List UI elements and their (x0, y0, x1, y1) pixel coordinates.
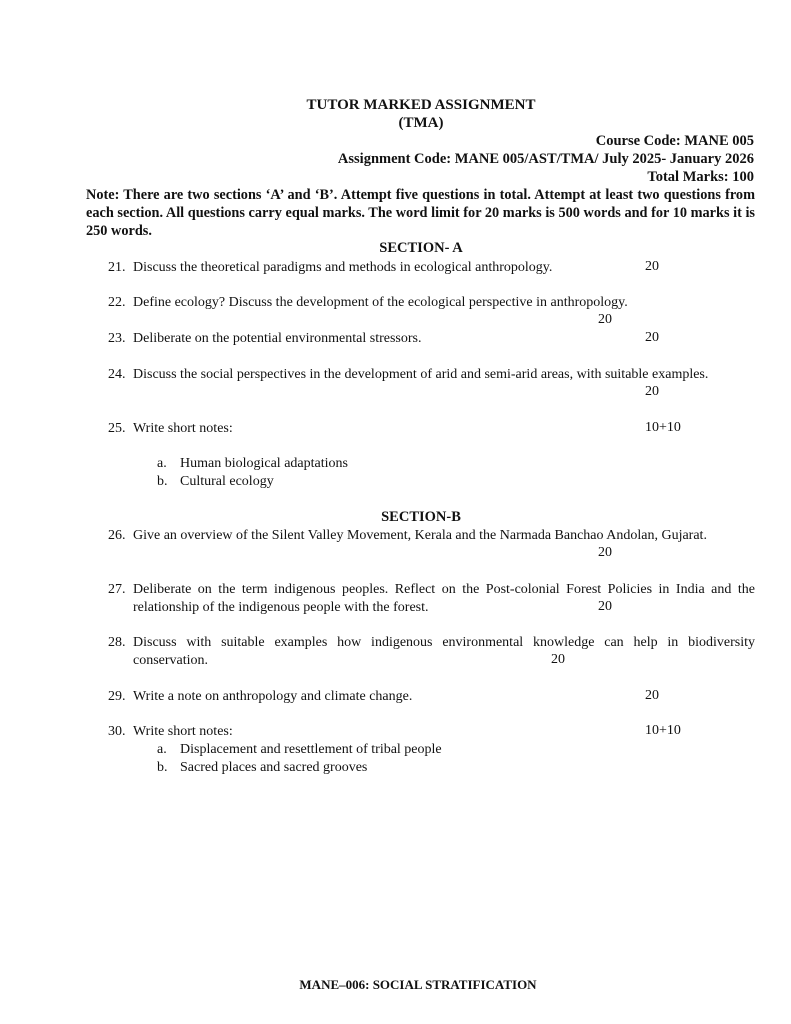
question-text: Discuss the theoretical paradigms and methods in ecological anthropology. (133, 260, 553, 275)
question-28 (108, 634, 755, 670)
question-number: 30. (108, 724, 126, 739)
section-b-heading: SECTION-B (381, 509, 461, 525)
assignment-title: TUTOR MARKED ASSIGNMENT (306, 97, 536, 113)
question-marks: 10+10 (645, 723, 681, 738)
question-marks: 20 (645, 384, 659, 399)
sub-item-text: Sacred places and sacred grooves (180, 760, 368, 775)
question-number: 21. (108, 260, 126, 275)
instructions-note: Note: There are two sections ‘A’ and ‘B’. Attempt five questions in total. Attempt at least two questions from each section. All questions carry equal marks. The word limit for 20 marks is 500 words and for 10 marks it is 250 words. (86, 187, 755, 239)
question-marks: 20 (645, 259, 659, 274)
sub-item-letter: a. (157, 742, 167, 757)
sub-item-text: Cultural ecology (180, 474, 274, 489)
next-course-heading: MANE–006: SOCIAL STRATIFICATION (299, 977, 537, 992)
section-a-heading: SECTION- A (379, 240, 463, 256)
question-marks: 20 (598, 545, 612, 560)
question-marks: 20 (645, 688, 659, 703)
question-number: 26. (108, 528, 126, 543)
question-marks: 20 (598, 312, 612, 327)
question-26 (108, 527, 755, 545)
question-24 (108, 366, 755, 384)
sub-item-letter: a. (157, 456, 167, 471)
course-code: Course Code: MANE 005 (595, 133, 754, 149)
sub-item-letter: b. (157, 760, 168, 775)
question-marks: 20 (551, 652, 565, 667)
question-text: Write a note on anthropology and climate change. (133, 689, 413, 704)
question-text: Define ecology? Discuss the development of the ecological perspective in anthropology. (133, 295, 628, 310)
question-text: Write short notes: (133, 421, 233, 436)
question-number: 27. (108, 582, 126, 597)
question-text: Deliberate on the term indigenous peoples. Reflect on the Post-colonial Forest Policies in India and the relationship of the indigenous people with the forest. (133, 582, 755, 615)
question-number: 29. (108, 689, 126, 704)
question-text: Discuss the social perspectives in the development of arid and semi-arid areas, with suitable examples. (133, 367, 709, 382)
question-text: Deliberate on the potential environmental stressors. (133, 331, 422, 346)
question-text: Give an overview of the Silent Valley Movement, Kerala and the Narmada Banchao Andolan, Gujarat. (133, 528, 707, 543)
sub-item-letter: b. (157, 474, 168, 489)
question-number: 25. (108, 421, 126, 436)
question-number: 28. (108, 635, 126, 650)
question-number: 24. (108, 367, 126, 382)
question-text: Write short notes: (133, 724, 233, 739)
assignment-subtitle: (TMA) (398, 115, 444, 131)
sub-item-text: Human biological adaptations (180, 456, 348, 471)
sub-item-text: Displacement and resettlement of tribal people (180, 742, 442, 757)
question-27 (108, 581, 755, 617)
question-number: 23. (108, 331, 126, 346)
question-number: 22. (108, 295, 126, 310)
assignment-code: Assignment Code: MANE 005/AST/TMA/ July 2025- January 2026 (337, 151, 754, 167)
question-text: Discuss with suitable examples how indigenous environmental knowledge can help in biodiversity conservation. (133, 635, 755, 668)
question-22 (108, 294, 755, 312)
total-marks: Total Marks: 100 (647, 169, 754, 185)
question-marks: 20 (598, 599, 612, 614)
question-marks: 20 (645, 330, 659, 345)
question-marks: 10+10 (645, 420, 681, 435)
